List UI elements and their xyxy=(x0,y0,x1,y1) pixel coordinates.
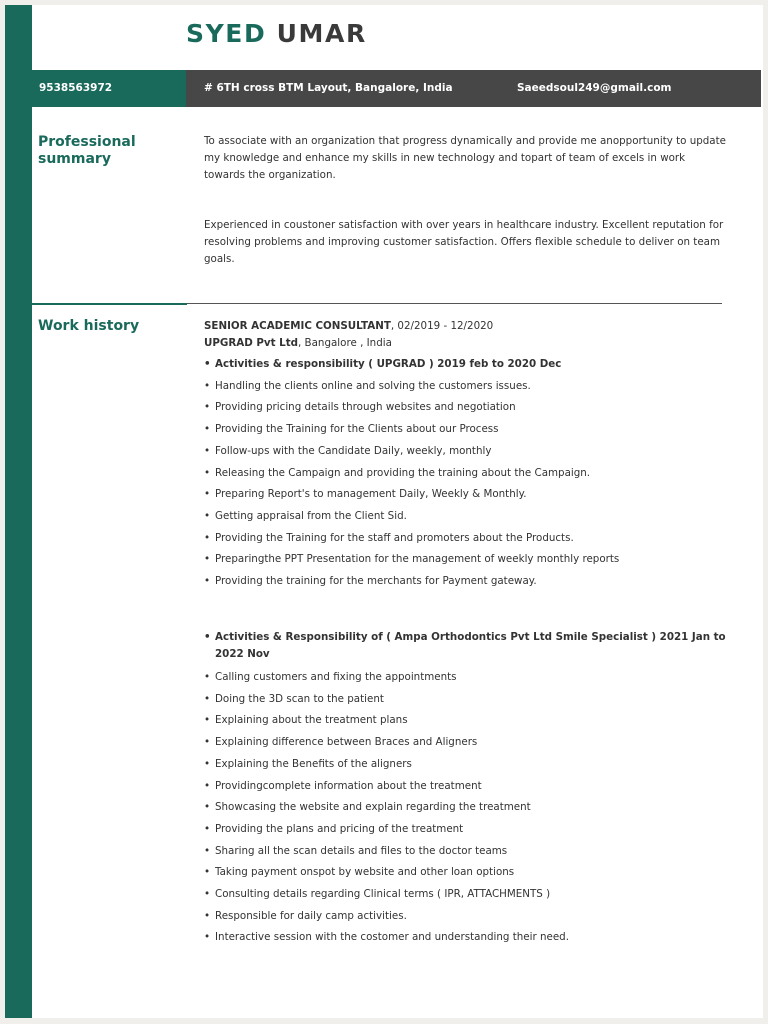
list-item: • Interactive session with the costomer and understanding their need. xyxy=(204,927,728,949)
list-item: • Taking payment onspot by website and other loan options xyxy=(204,862,728,884)
upgrad-responsibilities-list xyxy=(204,354,728,593)
list-item: • Preparingthe PPT Presentation for the management of weekly monthly reports xyxy=(204,549,728,571)
list-item: • Releasing the Campaign and providing the training about the Campaign. xyxy=(204,463,728,485)
list-item: • Explaining about the treatment plans xyxy=(204,710,728,732)
job-company-line xyxy=(204,335,392,352)
list-item: • Doing the 3D scan to the patient xyxy=(204,689,728,711)
list-item: • Providing the training for the merchants for Payment gateway. xyxy=(204,571,728,593)
list-item: • Consulting details regarding Clinical terms ( IPR, ATTACHMENTS ) xyxy=(204,884,728,906)
summary-title-line2: summary xyxy=(38,151,111,167)
list-item: • Explaining difference between Braces and Aligners xyxy=(204,732,728,754)
list-item: • Preparing Report's to management Daily, Weekly & Monthly. xyxy=(204,484,728,506)
resume-page xyxy=(5,5,763,1018)
job-title: SENIOR ACADEMIC CONSULTANT xyxy=(204,320,391,332)
summary-title-line1: Professional xyxy=(38,134,136,150)
list-item: • Providingcomplete information about the treatment xyxy=(204,776,728,798)
summary-section-title xyxy=(38,134,136,168)
list-heading: • Activities & responsibility ( UPGRAD ) 2019 feb to 2020 Dec xyxy=(204,354,728,376)
section-divider-accent xyxy=(32,303,187,305)
list-item: • Explaining the Benefits of the aligners xyxy=(204,754,728,776)
candidate-name xyxy=(186,19,367,48)
company-name: UPGRAD Pvt Ltd xyxy=(204,337,299,349)
list-item: • Handling the clients online and solving the customers issues. xyxy=(204,376,728,398)
contact-bar xyxy=(32,70,761,107)
list-item: • Providing pricing details through websites and negotiation xyxy=(204,397,728,419)
list-item: • Responsible for daily camp activities. xyxy=(204,906,728,928)
email-address: Saeedsoul249@gmail.com xyxy=(517,82,672,94)
phone-number: 9538563972 xyxy=(39,82,113,94)
list-item: • Providing the Training for the Clients about our Process xyxy=(204,419,728,441)
first-name: SYED xyxy=(186,19,267,48)
ampa-responsibilities-list xyxy=(204,629,728,949)
list-item: • Follow-ups with the Candidate Daily, weekly, monthly xyxy=(204,441,728,463)
list-heading: • Activities & Responsibility of ( Ampa Orthodontics Pvt Ltd Smile Specialist ) 2021 Jan to 2022 Nov xyxy=(204,629,728,663)
company-location: , Bangalore , India xyxy=(298,337,392,349)
summary-paragraph: To associate with an organization that progress dynamically and provide me anopportunity to update my knowledge and enhance my skills in new technology and topart of team of excels in work towards the organization. xyxy=(204,135,726,181)
address: # 6TH cross BTM Layout, Bangalore, India xyxy=(204,82,453,94)
last-name: UMAR xyxy=(276,19,367,48)
list-item: • Providing the Training for the staff and promoters about the Products. xyxy=(204,528,728,550)
job-title-line xyxy=(204,318,493,335)
job-dates: , 02/2019 - 12/2020 xyxy=(390,320,494,332)
list-item: • Getting appraisal from the Client Sid. xyxy=(204,506,728,528)
summary-paragraph: Experienced in coustoner satisfaction with over years in healthcare industry. Excellent reputation for resolving problems and improving customer satisfaction. Offers flexible schedule to deliver on team goals. xyxy=(204,219,724,265)
work-history-section-title: Work history xyxy=(38,318,140,334)
list-item: • Sharing all the scan details and files to the doctor teams xyxy=(204,841,728,863)
list-item: • Calling customers and fixing the appointments xyxy=(204,667,728,689)
list-item: • Providing the plans and pricing of the treatment xyxy=(204,819,728,841)
section-divider xyxy=(187,303,722,304)
sidebar-accent-bar xyxy=(5,5,32,1018)
list-item: • Showcasing the website and explain regarding the treatment xyxy=(204,797,728,819)
